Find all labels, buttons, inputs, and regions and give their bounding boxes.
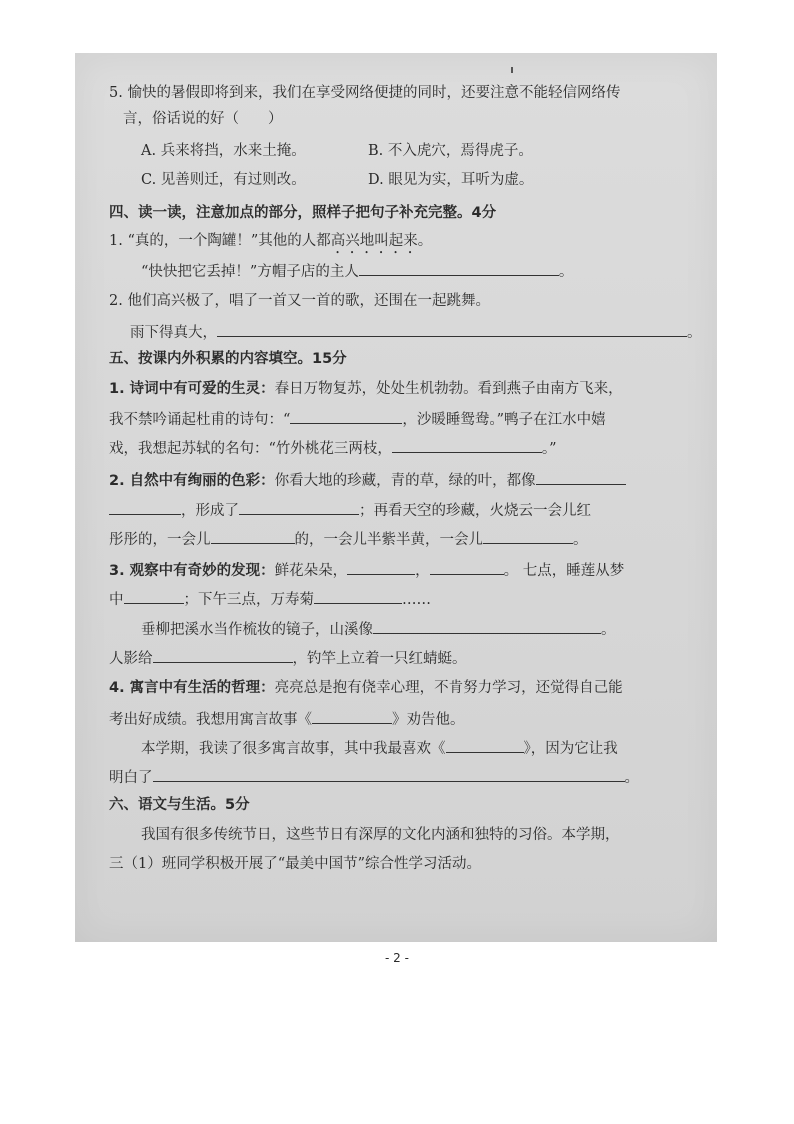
page-number: - 2 - <box>385 951 409 965</box>
answer-blank[interactable] <box>446 737 524 753</box>
s5-p3-line2: 中 ；下午三点，万寿菊 …… <box>109 588 431 610</box>
answer-blank[interactable] <box>359 260 559 276</box>
s5-p1-line1: 1. 诗词中有可爱的生灵：春日万物复苏，处处生机勃勃。看到燕子由南方飞来， <box>109 381 623 397</box>
answer-blank[interactable] <box>211 528 295 544</box>
s4-q2-fill: 雨下得真大， 。 <box>130 321 702 343</box>
q5-option-b: B. 不入虎穴，焉得虎子。 <box>368 143 533 159</box>
s4-q2-example: 2. 他们高兴极了，唱了一首又一首的歌，还围在一起跳舞。 <box>109 293 490 309</box>
s5-p1-line2: 我不禁吟诵起杜甫的诗句：“ ，沙暖睡鸳鸯。”鸭子在江水中嬉 <box>109 408 606 430</box>
section4-heading: 四、读一读，注意加点的部分，照样子把句子补充完整。4分 <box>109 205 497 221</box>
s4-q1-dotted-phrase: 高兴地叫起来 <box>330 233 418 249</box>
section6-heading: 六、语文与生活。5分 <box>109 797 250 813</box>
answer-blank[interactable] <box>153 766 625 782</box>
answer-blank[interactable] <box>124 588 184 604</box>
s5-p3-line4: 人影给 ，钓竿上立着一只红蜻蜓。 <box>109 647 467 669</box>
answer-blank[interactable] <box>290 408 402 424</box>
answer-blank[interactable] <box>109 499 181 515</box>
answer-blank[interactable] <box>536 469 626 485</box>
answer-blank[interactable] <box>239 499 359 515</box>
s5-p3-line1: 3. 观察中有奇妙的发现：鲜花朵朵， ， 。 七点，睡莲从梦 <box>109 559 624 581</box>
answer-blank[interactable] <box>392 437 542 453</box>
s6-intro-line1: 我国有很多传统节日，这些节日有深厚的文化内涵和独特的习俗。本学期， <box>141 827 620 843</box>
answer-blank[interactable] <box>483 528 573 544</box>
s5-p2-line2: ，形成了 ；再看天空的珍藏，火烧云一会儿红 <box>109 499 591 521</box>
s5-p1-line3: 戏，我想起苏轼的名句：“竹外桃花三两枝， 。” <box>109 437 557 459</box>
s4-q1-fill: “快快把它丢掉！”方帽子店的主人 。 <box>141 260 573 282</box>
q5-stem-line2: 言，俗话说的好（ ） <box>123 111 283 127</box>
answer-blank[interactable] <box>373 618 601 634</box>
s5-p4-line1: 4. 寓言中有生活的哲理：亮亮总是抱有侥幸心理，不肯努力学习，还觉得自己能 <box>109 680 623 696</box>
s4-q1-example: 1. “真的，一个陶罐！”其他的人都高兴地叫起来。 <box>109 233 433 249</box>
s5-p3-line3: 垂柳把溪水当作梳妆的镜子，山溪像 。 <box>141 618 616 640</box>
s5-p4-line3: 本学期，我读了很多寓言故事，其中我最喜欢《 》，因为它让我 <box>141 737 618 759</box>
answer-blank[interactable] <box>312 708 392 724</box>
s5-p4-line2: 考出好成绩。我想用寓言故事《 》劝告他。 <box>109 708 465 730</box>
s5-p2-line1: 2. 自然中有绚丽的色彩：你看大地的珍藏，青的草，绿的叶，都像 <box>109 469 626 491</box>
answer-blank[interactable] <box>430 559 504 575</box>
q5-stem-line1: 5. 愉快的暑假即将到来，我们在享受网络便捷的同时，还要注意不能轻信网络传 <box>109 85 621 101</box>
s5-p2-line3: 彤彤的，一会儿 的，一会儿半紫半黄，一会儿 。 <box>109 528 588 550</box>
q5-option-c: C. 见善则迁，有过则改。 <box>141 172 306 188</box>
q5-option-a: A. 兵来将挡，水来土掩。 <box>141 143 306 159</box>
answer-blank[interactable] <box>347 559 415 575</box>
answer-blank[interactable] <box>217 321 687 337</box>
q5-option-d: D. 眼见为实，耳听为虚。 <box>368 172 534 188</box>
scanned-exam-page <box>75 53 717 965</box>
scan-speck <box>511 67 513 73</box>
s6-intro-line2: 三（1）班同学积极开展了“最美中国节”综合性学习活动。 <box>109 856 482 872</box>
section5-heading: 五、按课内外积累的内容填空。15分 <box>109 351 347 367</box>
answer-blank[interactable] <box>153 647 293 663</box>
answer-blank[interactable] <box>314 588 402 604</box>
s5-p4-line4: 明白了 。 <box>109 766 639 788</box>
